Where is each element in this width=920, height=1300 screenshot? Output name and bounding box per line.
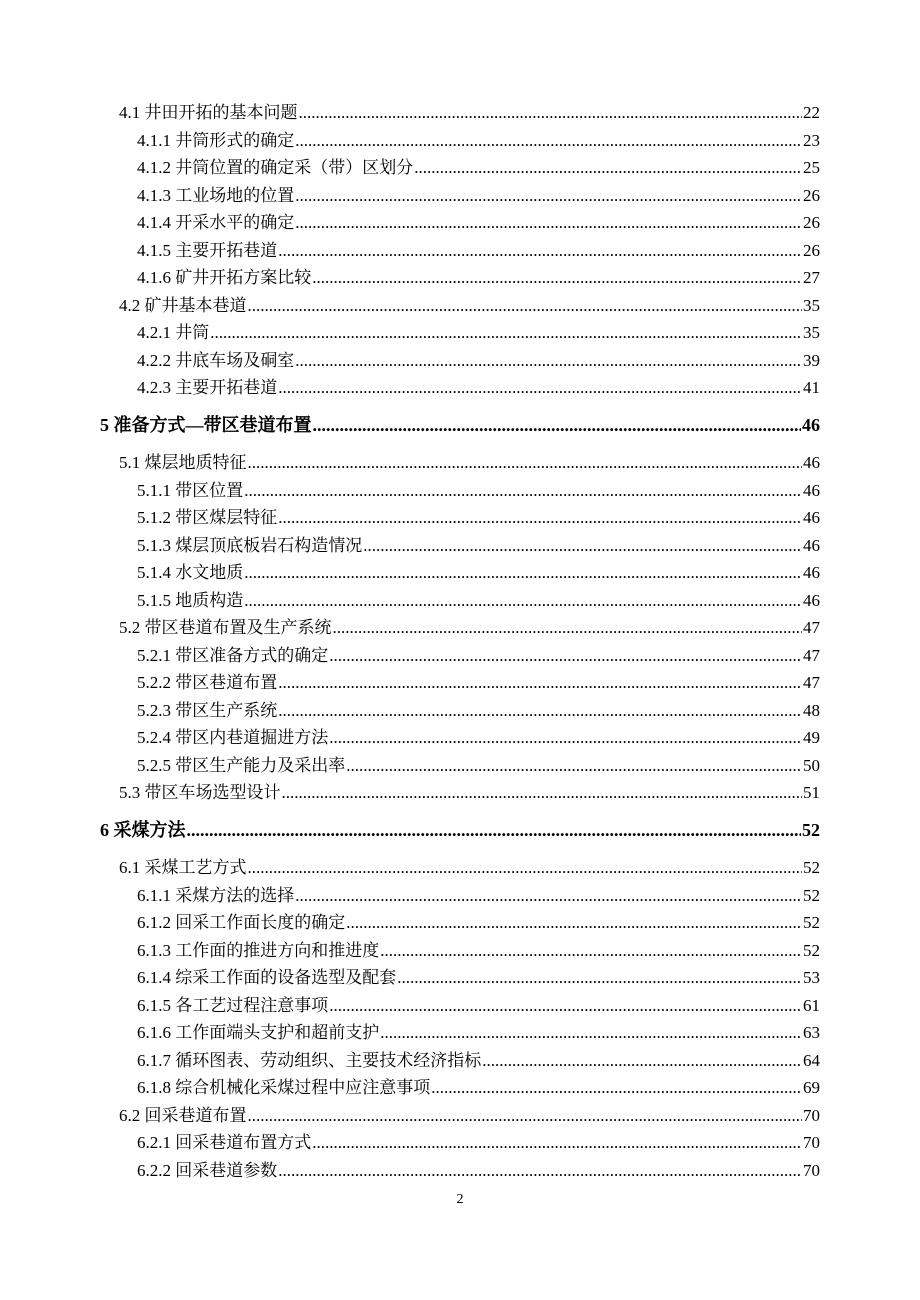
toc-entry-page: 53 [803, 968, 820, 987]
toc-entry-title: 4.1.5 主要开拓巷道 [137, 240, 278, 260]
toc-dot-leader [244, 559, 802, 587]
toc-entry-title: 6.1.8 综合机械化采煤过程中应注意事项 [137, 1078, 431, 1097]
toc-entry-title: 6.1.6 工作面端头支护和超前支护 [137, 1023, 380, 1042]
toc-dot-leader [329, 724, 802, 752]
toc-entry[interactable] [100, 909, 820, 937]
toc-entry[interactable] [100, 292, 820, 320]
toc-dot-leader [282, 779, 803, 807]
toc-dot-leader [431, 1074, 802, 1102]
toc-entry[interactable] [100, 374, 820, 402]
toc-entry-title: 5.2.3 带区生产系统 [137, 700, 278, 720]
toc-entry-page: 70 [803, 1105, 820, 1125]
toc-entry[interactable] [100, 559, 820, 587]
toc-dot-leader [397, 964, 802, 992]
toc-entry[interactable] [100, 669, 820, 697]
toc-entry-title: 4.1.6 矿井开拓方案比较 [137, 268, 312, 287]
toc-dot-leader [278, 1157, 802, 1185]
toc-entry-page: 63 [803, 1023, 820, 1042]
toc-dot-leader [295, 127, 802, 155]
toc-entry[interactable] [100, 752, 820, 780]
toc-dot-leader [248, 449, 803, 477]
toc-dot-leader [295, 882, 802, 910]
toc-entry[interactable] [100, 412, 820, 440]
toc-entry[interactable] [100, 937, 820, 965]
toc-entry[interactable] [100, 1102, 820, 1130]
toc-entry[interactable] [100, 319, 820, 347]
toc-dot-leader [363, 532, 802, 560]
toc-entry-page: 23 [803, 130, 820, 150]
toc-dot-leader [346, 752, 802, 780]
toc-entry[interactable] [100, 209, 820, 237]
toc-entry-title: 6 采煤方法 [100, 819, 186, 840]
toc-dot-leader [248, 292, 803, 320]
toc-entry[interactable] [100, 504, 820, 532]
toc-entry-page: 46 [802, 414, 820, 435]
toc-entry-title: 6.1 采煤工艺方式 [119, 858, 247, 877]
toc-entry-title: 4.1 井田开拓的基本问题 [119, 103, 298, 122]
toc-dot-leader [295, 182, 802, 210]
toc-entry-page: 26 [803, 213, 820, 232]
toc-entry-page: 46 [803, 508, 820, 527]
toc-entry[interactable] [100, 992, 820, 1020]
toc-dot-leader [380, 937, 802, 965]
toc-entry-page: 26 [803, 185, 820, 205]
toc-entry-page: 52 [802, 819, 820, 840]
toc-entry-page: 46 [803, 590, 820, 610]
toc-entry-title: 6.1.4 综采工作面的设备选型及配套 [137, 968, 397, 987]
toc-entry-title: 5 准备方式—带区巷道布置 [100, 414, 312, 435]
toc-entry-page: 47 [803, 673, 820, 692]
toc-dot-leader [312, 264, 802, 292]
toc-entry-title: 5.1.1 带区位置 [137, 480, 244, 500]
toc-dot-leader [278, 374, 802, 402]
toc-entry[interactable] [100, 182, 820, 210]
toc-entry-title: 4.1.3 工业场地的位置 [137, 185, 295, 205]
toc-entry-page: 35 [803, 295, 820, 315]
page-number: 2 [456, 1192, 464, 1207]
toc-entry[interactable] [100, 697, 820, 725]
toc-dot-leader [329, 642, 802, 670]
toc-dot-leader [244, 477, 802, 505]
toc-entry[interactable] [100, 264, 820, 292]
toc-dot-leader [295, 209, 802, 237]
toc-entry[interactable] [100, 779, 820, 807]
toc-dot-leader [380, 1019, 802, 1047]
toc-entry-title: 5.2.1 带区准备方式的确定 [137, 645, 329, 665]
toc-entry-title: 4.1.4 开采水平的确定 [137, 213, 295, 232]
toc-entry-title: 4.2.1 井筒 [137, 323, 210, 342]
toc-dot-leader [278, 669, 802, 697]
toc-dot-leader [278, 237, 802, 265]
toc-entry-title: 4.1.2 井筒位置的确定采（带）区划分 [137, 158, 414, 177]
toc-dot-leader [295, 347, 802, 375]
toc-dot-leader [482, 1047, 802, 1075]
toc-entry[interactable] [100, 1129, 820, 1157]
toc-entry-page: 50 [803, 755, 820, 775]
toc-entry-title: 5.2.5 带区生产能力及采出率 [137, 755, 346, 775]
toc-entry[interactable] [100, 817, 820, 845]
toc-dot-leader [248, 1102, 803, 1130]
toc-entry-page: 46 [803, 453, 820, 472]
toc-dot-leader [414, 154, 802, 182]
toc-entry-title: 5.2.2 带区巷道布置 [137, 673, 278, 692]
toc-entry[interactable] [100, 1157, 820, 1185]
toc-entry-title: 5.2.4 带区内巷道掘进方法 [137, 728, 329, 747]
toc-entry[interactable] [100, 532, 820, 560]
toc-entry-page: 64 [803, 1050, 820, 1070]
toc-dot-leader [278, 697, 802, 725]
toc-entry-title: 6.2.1 回采巷道布置方式 [137, 1133, 312, 1152]
toc-dot-leader [329, 992, 802, 1020]
toc-dot-leader [346, 909, 802, 937]
toc-dot-leader [248, 854, 803, 882]
toc-entry-title: 5.1.4 水文地质 [137, 563, 244, 582]
toc-entry-title: 6.1.7 循环图表、劳动组织、主要技术经济指标 [137, 1050, 482, 1070]
toc-dot-leader [333, 614, 803, 642]
toc-entry-page: 49 [803, 728, 820, 747]
toc-entry-page: 69 [803, 1078, 820, 1097]
toc-entry[interactable] [100, 477, 820, 505]
toc-entry[interactable] [100, 347, 820, 375]
toc-entry-page: 22 [803, 103, 820, 122]
toc-entry-page: 26 [803, 240, 820, 260]
toc-entry[interactable] [100, 1074, 820, 1102]
toc-entry-page: 52 [803, 885, 820, 905]
toc-entry[interactable] [100, 237, 820, 265]
toc-dot-leader [312, 1129, 802, 1157]
toc-entry[interactable] [100, 127, 820, 155]
toc-entry[interactable] [100, 854, 820, 882]
toc-entry-title: 4.2.2 井底车场及硐室 [137, 350, 295, 370]
toc-entry-page: 61 [803, 995, 820, 1015]
toc-dot-leader [278, 504, 802, 532]
toc-entry-title: 5.1 煤层地质特征 [119, 453, 247, 472]
table-of-contents [100, 99, 820, 1184]
toc-entry-title: 5.3 带区车场选型设计 [119, 783, 281, 802]
toc-entry-title: 6.1.3 工作面的推进方向和推进度 [137, 940, 380, 960]
toc-entry-title: 4.2 矿井基本巷道 [119, 295, 247, 315]
toc-dot-leader [244, 587, 802, 615]
toc-entry-page: 46 [803, 535, 820, 555]
toc-entry-page: 47 [803, 618, 820, 637]
toc-entry-page: 27 [803, 268, 820, 287]
toc-entry[interactable] [100, 154, 820, 182]
toc-entry[interactable] [100, 1019, 820, 1047]
toc-dot-leader [313, 412, 802, 440]
toc-entry-page: 39 [803, 350, 820, 370]
toc-entry-title: 6.1.5 各工艺过程注意事项 [137, 995, 329, 1015]
toc-entry-title: 4.2.3 主要开拓巷道 [137, 378, 278, 397]
toc-entry[interactable] [100, 99, 820, 127]
toc-entry-title: 5.1.2 带区煤层特征 [137, 508, 278, 527]
toc-entry-page: 70 [803, 1133, 820, 1152]
toc-entry[interactable] [100, 1047, 820, 1075]
toc-entry-title: 6.1.1 采煤方法的选择 [137, 885, 295, 905]
toc-entry-page: 70 [803, 1160, 820, 1180]
toc-entry-page: 47 [803, 645, 820, 665]
toc-entry[interactable] [100, 964, 820, 992]
toc-entry-title: 6.1.2 回采工作面长度的确定 [137, 913, 346, 932]
toc-entry-title: 5.2 带区巷道布置及生产系统 [119, 618, 332, 637]
toc-entry[interactable] [100, 449, 820, 477]
toc-entry[interactable] [100, 724, 820, 752]
toc-entry-page: 25 [803, 158, 820, 177]
toc-entry[interactable] [100, 614, 820, 642]
toc-entry-title: 5.1.3 煤层顶底板岩石构造情况 [137, 535, 363, 555]
toc-dot-leader [299, 99, 803, 127]
toc-entry-page: 52 [803, 858, 820, 877]
toc-entry[interactable] [100, 587, 820, 615]
toc-entry-page: 41 [803, 378, 820, 397]
toc-entry[interactable] [100, 642, 820, 670]
toc-entry-title: 6.2 回采巷道布置 [119, 1105, 247, 1125]
toc-dot-leader [210, 319, 802, 347]
toc-entry-page: 46 [803, 563, 820, 582]
toc-entry-page: 48 [803, 700, 820, 720]
toc-entry-page: 35 [803, 323, 820, 342]
toc-entry-page: 52 [803, 913, 820, 932]
toc-entry-title: 5.1.5 地质构造 [137, 590, 244, 610]
toc-entry[interactable] [100, 882, 820, 910]
toc-entry-page: 46 [803, 480, 820, 500]
toc-entry-page: 52 [803, 940, 820, 960]
toc-entry-title: 6.2.2 回采巷道参数 [137, 1160, 278, 1180]
toc-entry-page: 51 [803, 783, 820, 802]
toc-dot-leader [187, 817, 802, 845]
toc-entry-title: 4.1.1 井筒形式的确定 [137, 130, 295, 150]
